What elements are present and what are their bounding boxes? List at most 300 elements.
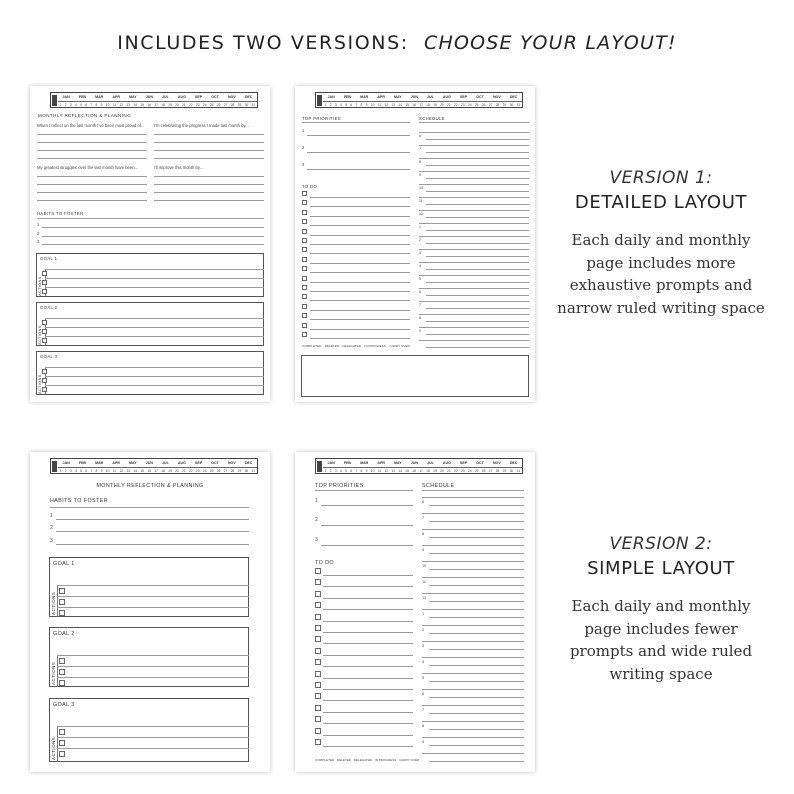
writing-line	[426, 191, 529, 192]
calendar-month[interactable]: FEB	[343, 95, 351, 99]
calendar-day[interactable]: 7	[90, 469, 93, 473]
writing-line	[310, 197, 410, 198]
calendar-day[interactable]: 12	[384, 103, 389, 107]
checkbox[interactable]	[315, 591, 321, 597]
calendar-day[interactable]: 15	[405, 103, 409, 107]
calendar-day[interactable]: 2	[64, 469, 67, 473]
calendar-month[interactable]: MAR	[360, 461, 369, 465]
calendar-day[interactable]: 16	[412, 103, 416, 107]
calendar-day[interactable]: 24	[467, 103, 472, 107]
calendar-day[interactable]: 19	[433, 103, 437, 107]
calendar-day[interactable]: 23	[195, 103, 200, 107]
calendar-day[interactable]: 30	[509, 469, 514, 473]
checkbox[interactable]	[315, 671, 321, 677]
calendar-day[interactable]: 30	[509, 103, 514, 107]
goal-box	[36, 302, 264, 346]
calendar-day[interactable]: 30	[244, 103, 249, 107]
calendar-month[interactable]: MAY	[129, 461, 137, 465]
calendar-day[interactable]: 14	[133, 469, 138, 473]
writing-line	[154, 184, 264, 185]
calendar-day[interactable]: 28	[495, 469, 500, 473]
calendar-day[interactable]: 31	[516, 469, 521, 473]
calendar-day[interactable]: 21	[447, 469, 451, 473]
calendar-month[interactable]: OCT	[476, 95, 484, 99]
checkbox[interactable]	[59, 680, 65, 686]
calendar-day[interactable]: 23	[460, 469, 465, 473]
calendar-day[interactable]: 31	[251, 469, 256, 473]
checkbox[interactable]	[59, 669, 65, 675]
calendar-month[interactable]: JAN	[327, 95, 335, 99]
calendar-day[interactable]: 26	[216, 103, 221, 107]
calendar-month[interactable]: JUN	[145, 461, 153, 465]
calendar-month[interactable]: DEC	[509, 95, 518, 99]
writing-line	[45, 385, 264, 386]
calendar-month[interactable]: SEP	[194, 461, 203, 465]
calendar-day[interactable]: 16	[147, 103, 151, 107]
writing-line	[419, 184, 529, 185]
calendar-month[interactable]: MAY	[129, 95, 137, 99]
calendar-days	[323, 467, 522, 475]
calendar-day[interactable]: 8	[95, 103, 98, 107]
writing-line	[57, 655, 249, 656]
calendar-day[interactable]: 5	[80, 103, 82, 107]
calendar-day[interactable]: 6	[85, 469, 88, 473]
calendar-day[interactable]: 4	[340, 103, 342, 107]
calendar-month[interactable]: JAN	[62, 461, 70, 465]
checkbox[interactable]	[315, 705, 321, 711]
calendar-month[interactable]: FEB	[78, 461, 86, 465]
checkbox[interactable]	[42, 329, 47, 334]
calendar-day[interactable]: 26	[481, 103, 486, 107]
calendar-day[interactable]: 7	[90, 103, 93, 107]
calendar-day[interactable]: 26	[481, 469, 486, 473]
checkbox[interactable]	[42, 289, 47, 294]
calendar-day[interactable]: 24	[202, 469, 207, 473]
calendar-day[interactable]: 29	[502, 469, 507, 473]
schedule-hour: 8	[422, 724, 425, 728]
writing-line	[426, 230, 529, 231]
writing-line	[37, 158, 147, 159]
calendar-day[interactable]: 12	[119, 103, 124, 107]
checkbox[interactable]	[59, 740, 65, 746]
calendar-day[interactable]: 27	[488, 469, 493, 473]
calendar-day[interactable]: 9	[100, 103, 103, 107]
calendar-day[interactable]: 5	[345, 103, 347, 107]
calendar-day[interactable]: 13	[391, 103, 396, 107]
calendar-day[interactable]: 17	[154, 103, 158, 107]
calendar-month[interactable]: JUN	[410, 461, 418, 465]
checkbox[interactable]	[302, 276, 307, 281]
checkbox[interactable]	[42, 271, 47, 276]
schedule-hour: 3	[422, 644, 425, 648]
calendar-day[interactable]: 15	[405, 469, 409, 473]
checkbox[interactable]	[315, 614, 321, 620]
calendar-month[interactable]: MAY	[394, 95, 402, 99]
calendar-month[interactable]: APR	[112, 461, 120, 465]
checkbox[interactable]	[42, 369, 47, 374]
writing-line	[42, 227, 264, 228]
checkbox[interactable]	[315, 579, 321, 585]
version2-text: Each daily and monthly page includes fewer prompts and wide ruled writing space	[569, 597, 753, 683]
checkbox[interactable]	[302, 285, 307, 290]
calendar-month[interactable]: APR	[112, 95, 120, 99]
calendar-day[interactable]: 13	[391, 469, 396, 473]
schedule-hour: 8	[422, 532, 425, 536]
calendar-month[interactable]: DEC	[509, 461, 518, 465]
calendar-month[interactable]: OCT	[476, 461, 484, 465]
calendar-day[interactable]: 25	[474, 469, 479, 473]
calendar-day[interactable]: 17	[154, 469, 158, 473]
calendar-month[interactable]: FEB	[78, 95, 86, 99]
version1-description	[548, 168, 774, 319]
calendar-day[interactable]: 6	[350, 469, 353, 473]
writing-line	[321, 525, 413, 526]
calendar-month[interactable]: DEC	[244, 95, 253, 99]
calendar-day[interactable]: 28	[495, 103, 500, 107]
calendar-day[interactable]: 2	[329, 469, 332, 473]
calendar-month[interactable]: APR	[377, 95, 385, 99]
writing-line	[422, 545, 524, 546]
calendar-day[interactable]: 9	[365, 103, 368, 107]
writing-line	[422, 673, 524, 674]
calendar-days	[58, 467, 257, 475]
calendar-strip	[50, 458, 258, 474]
writing-line	[307, 135, 410, 136]
calendar-day[interactable]: 21	[447, 103, 451, 107]
calendar-day[interactable]: 7	[355, 469, 358, 473]
calendar-day[interactable]: 15	[140, 469, 144, 473]
writing-line	[323, 746, 413, 747]
schedule-hour: 2	[422, 628, 425, 632]
calendar-day[interactable]: 6	[350, 103, 353, 107]
calendar-month[interactable]: NOV	[492, 461, 501, 465]
writing-line	[422, 737, 524, 738]
calendar-day[interactable]: 27	[488, 103, 493, 107]
calendar-day[interactable]: 14	[398, 103, 403, 107]
calendar-day[interactable]: 23	[195, 469, 200, 473]
calendar-day[interactable]: 14	[398, 469, 403, 473]
actions-divider	[57, 726, 58, 762]
calendar-day[interactable]: 31	[251, 103, 256, 107]
calendar-month[interactable]: SEP	[459, 95, 468, 99]
calendar-day[interactable]: 9	[365, 469, 368, 473]
calendar-month[interactable]: AUG	[177, 461, 186, 465]
checkbox[interactable]	[315, 739, 321, 745]
calendar-month[interactable]: JUL	[162, 461, 169, 465]
calendar-tab-icon	[52, 95, 57, 106]
writing-line	[37, 142, 147, 143]
calendar-day[interactable]: 20	[175, 469, 179, 473]
calendar-day[interactable]: 11	[377, 469, 382, 473]
legend-carry-over: CARRY OVER	[389, 344, 410, 348]
calendar-day[interactable]: 25	[474, 103, 479, 107]
checkbox[interactable]	[42, 338, 47, 343]
writing-line	[57, 596, 249, 597]
calendar-day[interactable]: 1	[59, 469, 62, 473]
calendar-day[interactable]: 31	[516, 103, 521, 107]
calendar-day[interactable]: 19	[168, 103, 172, 107]
checkbox[interactable]	[302, 219, 307, 224]
writing-line	[422, 641, 524, 642]
calendar-day[interactable]: 8	[95, 469, 98, 473]
checkbox[interactable]	[302, 304, 307, 309]
writing-line	[37, 184, 147, 185]
calendar-day[interactable]: 14	[133, 103, 138, 107]
calendar-day[interactable]: 22	[188, 469, 193, 473]
calendar-day[interactable]: 10	[105, 469, 110, 473]
calendar-day[interactable]: 29	[502, 103, 507, 107]
writing-line	[57, 677, 249, 678]
calendar-month[interactable]: OCT	[211, 461, 219, 465]
version2-layout-name: SIMPLE LAYOUT	[587, 558, 735, 579]
schedule-hour: 10	[422, 564, 427, 568]
checkbox[interactable]	[302, 332, 307, 337]
calendar-day[interactable]: 22	[453, 469, 458, 473]
calendar-month[interactable]: MAR	[360, 95, 369, 99]
calendar-month[interactable]: MAR	[95, 461, 104, 465]
checkbox[interactable]	[42, 280, 47, 285]
checkbox[interactable]	[315, 728, 321, 734]
writing-line	[56, 531, 249, 532]
checkbox[interactable]	[315, 716, 321, 722]
calendar-day[interactable]: 17	[419, 469, 423, 473]
calendar-day[interactable]: 17	[419, 103, 423, 107]
calendar-month[interactable]: JUN	[145, 95, 153, 99]
writing-line	[323, 678, 413, 679]
checkbox[interactable]	[59, 599, 65, 605]
version1-layout-name: DETAILED LAYOUT	[574, 192, 748, 213]
writing-line	[310, 216, 410, 217]
writing-line	[323, 655, 413, 656]
calendar-month[interactable]: DEC	[244, 461, 253, 465]
checkbox[interactable]	[315, 659, 321, 665]
version1-text: Each daily and monthly page includes more exhaustive prompts and narrow ruled writing space	[557, 231, 765, 317]
checkbox[interactable]	[315, 682, 321, 688]
checkbox[interactable]	[315, 648, 321, 654]
writing-line	[429, 553, 524, 554]
calendar-day[interactable]: 8	[360, 469, 363, 473]
calendar-day[interactable]: 10	[105, 103, 110, 107]
calendar-month[interactable]: AUG	[442, 461, 451, 465]
calendar-day[interactable]: 26	[216, 469, 221, 473]
checkbox[interactable]	[59, 610, 65, 616]
calendar-day[interactable]: 3	[69, 103, 72, 107]
calendar-day[interactable]: 15	[140, 103, 144, 107]
checkbox[interactable]	[302, 247, 307, 252]
calendar-day[interactable]: 22	[188, 103, 193, 107]
writing-line	[422, 490, 524, 491]
schedule-title: SCHEDULE	[422, 483, 455, 489]
calendar-day[interactable]: 22	[453, 103, 458, 107]
checkbox[interactable]	[302, 200, 307, 205]
calendar-month[interactable]: JAN	[327, 461, 335, 465]
calendar-day[interactable]: 12	[119, 469, 124, 473]
writing-line	[45, 287, 264, 288]
checkbox[interactable]	[59, 751, 65, 757]
calendar-day[interactable]: 28	[230, 469, 235, 473]
checkbox[interactable]	[302, 294, 307, 299]
calendar-day[interactable]: 1	[324, 103, 327, 107]
heading-italic: CHOOSE YOUR LAYOUT!	[424, 32, 677, 54]
writing-line	[429, 505, 524, 506]
calendar-day[interactable]: 13	[126, 469, 131, 473]
writing-line	[310, 291, 410, 292]
schedule-hour: 12	[422, 596, 427, 600]
calendar-month[interactable]: APR	[377, 461, 385, 465]
version1-label: VERSION 1:	[609, 168, 713, 188]
calendar-month[interactable]: SEP	[194, 95, 203, 99]
writing-line	[422, 689, 524, 690]
writing-line	[323, 712, 413, 713]
schedule-hour: 6	[422, 692, 425, 696]
calendar-day[interactable]: 2	[64, 103, 67, 107]
writing-line	[426, 321, 529, 322]
calendar-day[interactable]: 25	[209, 103, 214, 107]
calendar-day[interactable]: 12	[384, 469, 389, 473]
calendar-day[interactable]: 27	[223, 103, 228, 107]
writing-line	[37, 176, 147, 177]
calendar-day[interactable]: 3	[69, 469, 72, 473]
todo-title: TO DO	[315, 560, 334, 566]
writing-line	[302, 122, 410, 123]
checkbox[interactable]	[315, 625, 321, 631]
writing-line	[154, 200, 264, 201]
calendar-day[interactable]: 19	[433, 469, 437, 473]
writing-line	[57, 585, 249, 586]
calendar-day[interactable]: 3	[334, 469, 337, 473]
checkbox[interactable]	[302, 210, 307, 215]
writing-line	[426, 178, 529, 179]
checkbox[interactable]	[42, 378, 47, 383]
checkbox[interactable]	[302, 313, 307, 318]
writing-line	[422, 705, 524, 706]
calendar-month[interactable]: NOV	[227, 95, 236, 99]
priority-number: 3	[302, 162, 305, 167]
calendar-month[interactable]: NOV	[227, 461, 236, 465]
calendar-day[interactable]: 20	[175, 103, 179, 107]
writing-line	[323, 735, 413, 736]
writing-line	[426, 308, 529, 309]
calendar-day[interactable]: 21	[182, 103, 186, 107]
calendar-day[interactable]: 28	[230, 103, 235, 107]
writing-line	[419, 340, 529, 341]
calendar-month[interactable]: MAR	[95, 95, 104, 99]
calendar-day[interactable]: 5	[345, 469, 347, 473]
calendar-day[interactable]: 16	[412, 469, 416, 473]
calendar-month[interactable]: FEB	[343, 461, 351, 465]
calendar-day[interactable]: 4	[340, 469, 342, 473]
writing-line	[57, 748, 249, 749]
writing-line	[323, 586, 413, 587]
calendar-month[interactable]: SEP	[459, 461, 468, 465]
calendar-day[interactable]: 1	[324, 469, 327, 473]
checkbox[interactable]	[302, 266, 307, 271]
schedule-hour: 4	[422, 660, 425, 664]
writing-line	[429, 601, 524, 602]
calendar-day[interactable]: 6	[85, 103, 88, 107]
writing-line	[310, 206, 410, 207]
calendar-day[interactable]: 18	[161, 469, 165, 473]
calendar-month[interactable]: OCT	[211, 95, 219, 99]
writing-line	[310, 244, 410, 245]
writing-line	[422, 609, 524, 610]
calendar-day[interactable]: 20	[440, 469, 444, 473]
schedule-hour: 8	[419, 159, 421, 164]
calendar-month[interactable]: JUL	[427, 461, 434, 465]
calendar-day[interactable]: 10	[370, 103, 375, 107]
calendar-day[interactable]: 20	[440, 103, 444, 107]
calendar-month[interactable]: JUL	[427, 95, 434, 99]
calendar-month[interactable]: JUN	[410, 95, 418, 99]
calendar-day[interactable]: 2	[329, 103, 332, 107]
calendar-month[interactable]: JAN	[62, 95, 70, 99]
checkbox[interactable]	[302, 191, 307, 196]
calendar-month[interactable]: AUG	[177, 95, 186, 99]
calendar-day[interactable]: 23	[460, 103, 465, 107]
calendar-day[interactable]: 16	[147, 469, 151, 473]
calendar-month[interactable]: JUL	[162, 95, 169, 99]
calendar-day[interactable]: 29	[237, 469, 242, 473]
calendar-day[interactable]: 18	[161, 103, 165, 107]
calendar-day[interactable]: 18	[426, 103, 430, 107]
checkbox[interactable]	[302, 257, 307, 262]
calendar-day[interactable]: 19	[168, 469, 172, 473]
calendar-day[interactable]: 24	[202, 103, 207, 107]
checkbox[interactable]	[315, 636, 321, 642]
calendar-day[interactable]: 13	[126, 103, 131, 107]
calendar-day[interactable]: 1	[59, 103, 62, 107]
calendar-day[interactable]: 4	[75, 103, 77, 107]
calendar-day[interactable]: 4	[75, 469, 77, 473]
calendar-day[interactable]: 29	[237, 103, 242, 107]
calendar-day[interactable]: 25	[209, 469, 214, 473]
checkbox[interactable]	[302, 238, 307, 243]
checkbox[interactable]	[59, 658, 65, 664]
writing-line	[37, 218, 264, 219]
checkbox[interactable]	[302, 229, 307, 234]
checkbox[interactable]	[59, 729, 65, 735]
calendar-day[interactable]: 10	[370, 469, 375, 473]
checkbox[interactable]	[59, 588, 65, 594]
calendar-day[interactable]: 11	[377, 103, 382, 107]
calendar-month[interactable]: MAY	[394, 461, 402, 465]
calendar-day[interactable]: 9	[100, 469, 103, 473]
schedule-hour: 8	[419, 315, 421, 320]
legend-delegated: DELEGATED	[342, 344, 361, 348]
checkbox[interactable]	[315, 693, 321, 699]
calendar-day[interactable]: 30	[244, 469, 249, 473]
calendar-day[interactable]: 8	[360, 103, 363, 107]
calendar-day[interactable]: 5	[80, 469, 82, 473]
goal-box	[36, 351, 264, 395]
calendar-day[interactable]: 24	[467, 469, 472, 473]
checkbox[interactable]	[315, 568, 321, 574]
calendar-month[interactable]: AUG	[442, 95, 451, 99]
checkbox[interactable]	[302, 323, 307, 328]
calendar-day[interactable]: 11	[112, 103, 117, 107]
calendar-day[interactable]: 7	[355, 103, 358, 107]
calendar-day[interactable]: 21	[182, 469, 186, 473]
calendar-day[interactable]: 18	[426, 469, 430, 473]
calendar-month[interactable]: NOV	[492, 95, 501, 99]
calendar-day[interactable]: 11	[112, 469, 117, 473]
calendar-day[interactable]: 27	[223, 469, 228, 473]
version2-description	[548, 534, 774, 685]
checkbox[interactable]	[42, 320, 47, 325]
calendar-day[interactable]: 3	[334, 103, 337, 107]
checkbox[interactable]	[42, 387, 47, 392]
checkbox[interactable]	[315, 602, 321, 608]
